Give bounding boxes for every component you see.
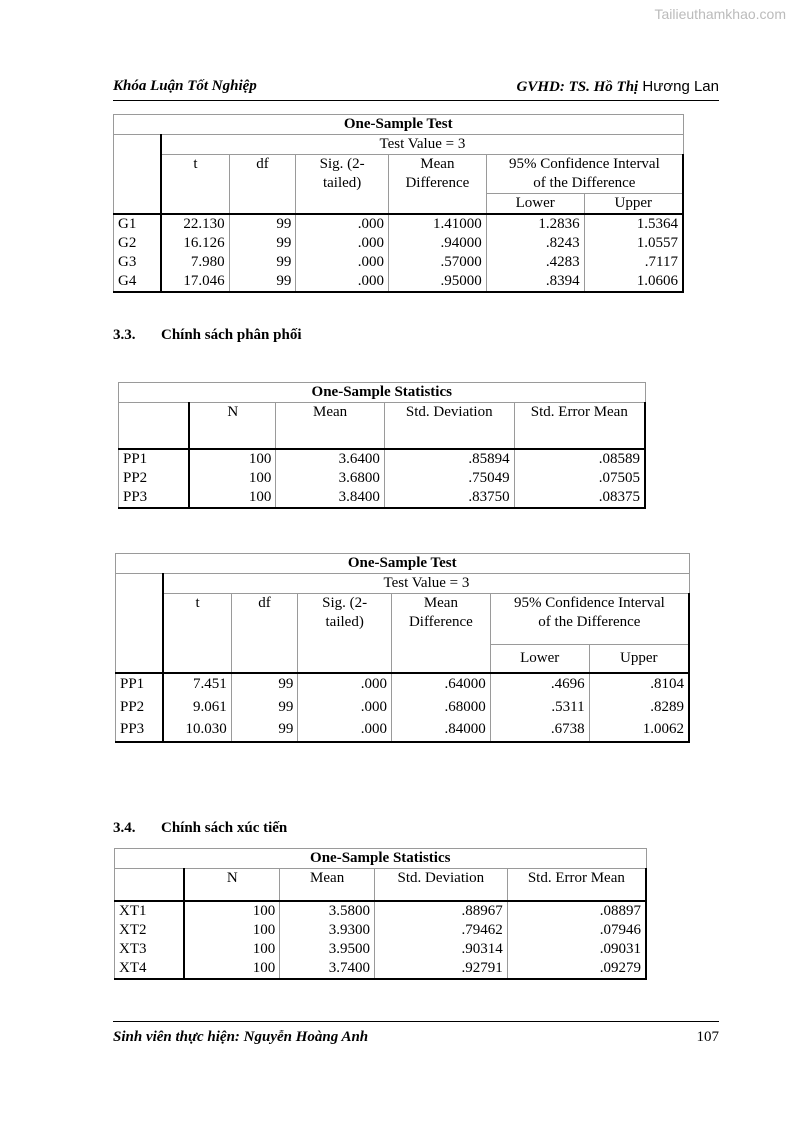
corner-cell — [114, 194, 162, 215]
table-cell: 99 — [229, 253, 296, 272]
col-t: t — [163, 594, 231, 645]
page-footer — [113, 1021, 719, 1046]
corner-cell — [119, 403, 190, 449]
header-advisor-name: Hương Lan — [638, 78, 719, 95]
table-cell: .75049 — [384, 469, 514, 488]
table-row — [119, 469, 646, 488]
page-header — [113, 78, 719, 101]
table-cell: 3.5800 — [280, 901, 375, 921]
table-row — [116, 673, 690, 696]
header-left: Khóa Luận Tốt Nghiệp — [113, 78, 257, 94]
table-cell: .4283 — [486, 253, 584, 272]
corner-cell — [114, 135, 162, 155]
col-lower: Lower — [490, 645, 589, 673]
table-cell: .09279 — [507, 959, 646, 979]
header-right — [517, 78, 719, 96]
table-cell: 99 — [231, 673, 298, 696]
table-cell: 99 — [229, 272, 296, 292]
table-cell: .57000 — [388, 253, 486, 272]
table-title: One-Sample Test — [114, 115, 684, 135]
col-mean: Mean — [276, 403, 385, 449]
col-df: df — [231, 594, 298, 645]
table-row — [119, 449, 646, 469]
table-cell: .92791 — [374, 959, 507, 979]
table-cell: 10.030 — [163, 719, 231, 742]
table-row — [115, 901, 647, 921]
table-cell: 3.6400 — [276, 449, 385, 469]
table-cell: .8104 — [589, 673, 689, 696]
table-cell: 3.7400 — [280, 959, 375, 979]
blank-cell — [388, 194, 486, 215]
col-sig: Sig. (2- tailed) — [296, 155, 389, 194]
col-ci: 95% Confidence Interval of the Difference — [486, 155, 683, 194]
row-label: PP1 — [116, 673, 164, 696]
table-cell: 3.9300 — [280, 921, 375, 940]
col-ci: 95% Confidence Interval of the Difference — [490, 594, 689, 645]
table-cell: 1.0557 — [584, 234, 683, 253]
row-label: G3 — [114, 253, 162, 272]
table-title: One-Sample Statistics — [115, 849, 647, 869]
col-std-err: Std. Error Mean — [514, 403, 645, 449]
table-cell: .90314 — [374, 940, 507, 959]
table-row — [116, 696, 690, 719]
table-row — [114, 214, 684, 234]
col-t: t — [161, 155, 229, 194]
corner-cell — [115, 869, 185, 901]
col-n: N — [189, 403, 276, 449]
table-cell: 7.980 — [161, 253, 229, 272]
col-sig: Sig. (2- tailed) — [298, 594, 392, 645]
table-title: One-Sample Test — [116, 554, 690, 574]
table-row — [116, 719, 690, 742]
table-cell: 100 — [189, 469, 276, 488]
header-advisor: GVHD: TS. Hồ Thị — [516, 79, 639, 95]
blank-cell — [163, 645, 231, 673]
col-upper: Upper — [589, 645, 689, 673]
row-label: PP2 — [116, 696, 164, 719]
blank-cell — [161, 194, 229, 215]
table-cell: .000 — [296, 214, 389, 234]
test-value: Test Value = 3 — [161, 135, 683, 155]
blank-cell — [392, 645, 491, 673]
table-cell: 1.41000 — [388, 214, 486, 234]
table-cell: 3.9500 — [280, 940, 375, 959]
table-cell: .08897 — [507, 901, 646, 921]
table-cell: 1.0606 — [584, 272, 683, 292]
table-cell: .08589 — [514, 449, 645, 469]
table-cell: 100 — [184, 901, 280, 921]
row-label: PP3 — [119, 488, 190, 508]
corner-cell — [114, 155, 162, 194]
col-std-dev: Std. Deviation — [374, 869, 507, 901]
table-cell: 22.130 — [161, 214, 229, 234]
col-std-dev: Std. Deviation — [384, 403, 514, 449]
table-cell: .94000 — [388, 234, 486, 253]
test-value: Test Value = 3 — [163, 574, 689, 594]
table-cell: .6738 — [490, 719, 589, 742]
table-cell: .68000 — [392, 696, 491, 719]
table-cell: .79462 — [374, 921, 507, 940]
row-label: G1 — [114, 214, 162, 234]
col-mean-diff: Mean Difference — [392, 594, 491, 645]
corner-cell — [116, 574, 164, 594]
watermark: Tailieuthamkhao.com — [654, 6, 786, 22]
table-cell: .95000 — [388, 272, 486, 292]
section-title: Chính sách xúc tiến — [161, 820, 288, 836]
col-std-err: Std. Error Mean — [507, 869, 646, 901]
row-label: XT1 — [115, 901, 185, 921]
page-number: 107 — [696, 1029, 719, 1045]
row-label: PP3 — [116, 719, 164, 742]
table-cell: .08375 — [514, 488, 645, 508]
table-row — [114, 272, 684, 292]
table-cell: 100 — [184, 921, 280, 940]
section-title: Chính sách phân phối — [161, 327, 302, 343]
section-number: 3.4. — [113, 820, 136, 836]
table-cell: .8394 — [486, 272, 584, 292]
section-number: 3.3. — [113, 327, 136, 343]
table-row — [115, 959, 647, 979]
section-heading-3-4 — [113, 820, 287, 837]
table-cell: .88967 — [374, 901, 507, 921]
table-cell: 99 — [231, 719, 298, 742]
row-label: XT3 — [115, 940, 185, 959]
table-cell: .7117 — [584, 253, 683, 272]
table-cell: .09031 — [507, 940, 646, 959]
table-cell: 1.2836 — [486, 214, 584, 234]
col-mean: Mean — [280, 869, 375, 901]
col-n: N — [184, 869, 280, 901]
footer-author: Sinh viên thực hiện: Nguyễn Hoàng Anh — [113, 1029, 369, 1045]
row-label: XT2 — [115, 921, 185, 940]
col-upper: Upper — [584, 194, 683, 215]
one-sample-statistics-pp-table — [118, 382, 646, 509]
table-cell: .8289 — [589, 696, 689, 719]
blank-cell — [229, 194, 296, 215]
table-cell: 9.061 — [163, 696, 231, 719]
section-heading-3-3 — [113, 327, 302, 344]
col-lower: Lower — [486, 194, 584, 215]
blank-cell — [296, 194, 389, 215]
table-cell: 99 — [229, 234, 296, 253]
table-cell: 3.6800 — [276, 469, 385, 488]
table-cell: .84000 — [392, 719, 491, 742]
row-label: PP2 — [119, 469, 190, 488]
table-cell: 7.451 — [163, 673, 231, 696]
table-cell: 100 — [189, 449, 276, 469]
one-sample-statistics-xt-table — [114, 848, 647, 980]
col-mean-diff: Mean Difference — [388, 155, 486, 194]
row-label: G2 — [114, 234, 162, 253]
table-cell: 99 — [231, 696, 298, 719]
table-row — [115, 940, 647, 959]
table-cell: 99 — [229, 214, 296, 234]
table-cell: 100 — [184, 940, 280, 959]
corner-cell — [116, 594, 164, 645]
row-label: PP1 — [119, 449, 190, 469]
table-cell: .000 — [298, 719, 392, 742]
table-cell: .000 — [296, 253, 389, 272]
table-cell: .4696 — [490, 673, 589, 696]
table-cell: .83750 — [384, 488, 514, 508]
table-row — [119, 488, 646, 508]
table-cell: .000 — [298, 696, 392, 719]
table-cell: .000 — [296, 272, 389, 292]
table-cell: .07505 — [514, 469, 645, 488]
one-sample-test-pp-table — [115, 553, 690, 743]
corner-cell — [116, 645, 164, 673]
table-cell: .000 — [296, 234, 389, 253]
table-row — [115, 921, 647, 940]
one-sample-test-g-table — [113, 114, 684, 293]
table-row — [114, 234, 684, 253]
table-cell: 1.0062 — [589, 719, 689, 742]
col-df: df — [229, 155, 296, 194]
table-cell: .64000 — [392, 673, 491, 696]
table-cell: 100 — [184, 959, 280, 979]
table-cell: 3.8400 — [276, 488, 385, 508]
table-cell: 16.126 — [161, 234, 229, 253]
table-cell: .85894 — [384, 449, 514, 469]
table-cell: 1.5364 — [584, 214, 683, 234]
table-cell: .8243 — [486, 234, 584, 253]
table-cell: .000 — [298, 673, 392, 696]
table-row — [114, 253, 684, 272]
table-cell: 100 — [189, 488, 276, 508]
blank-cell — [298, 645, 392, 673]
row-label: G4 — [114, 272, 162, 292]
row-label: XT4 — [115, 959, 185, 979]
table-title: One-Sample Statistics — [119, 383, 646, 403]
table-cell: .07946 — [507, 921, 646, 940]
table-cell: .5311 — [490, 696, 589, 719]
table-cell: 17.046 — [161, 272, 229, 292]
blank-cell — [231, 645, 298, 673]
